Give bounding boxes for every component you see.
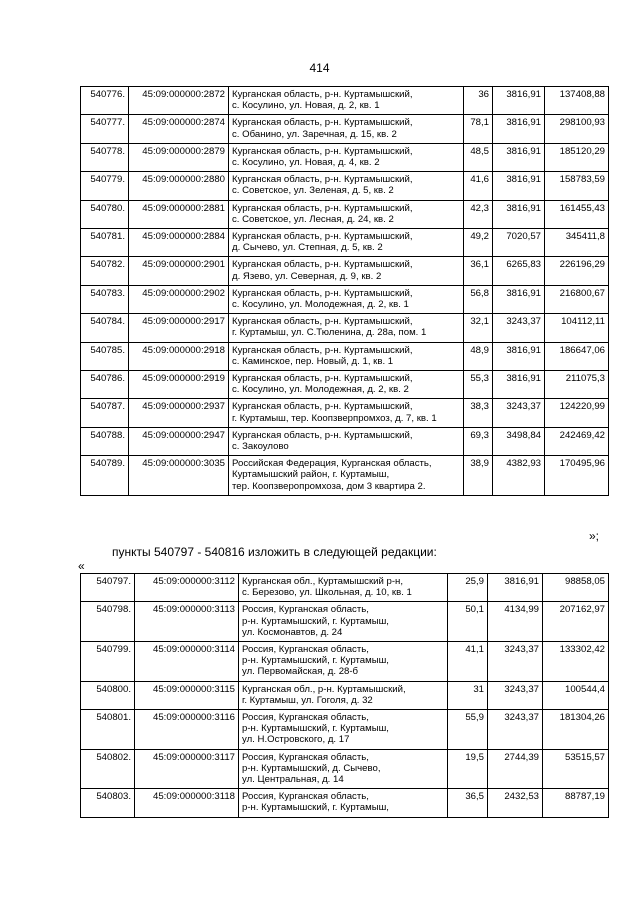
table-row (81, 749, 609, 789)
address-line: с. Косулино, ул. Новая, д. 4, кв. 2 (232, 157, 380, 169)
address-line: д. Сычево, ул. Степная, д. 5, кв. 2 (232, 242, 383, 254)
price-per-unit-cell: 3243,37 (493, 314, 545, 342)
address-line: с. Закоулово (232, 441, 289, 453)
table-row (81, 115, 609, 143)
total-value-cell: 100544,4 (543, 681, 609, 709)
address-cell (239, 574, 448, 602)
address-cell (229, 143, 464, 171)
table-row (81, 172, 609, 200)
area-cell: 55,3 (464, 371, 493, 399)
address-line: Россия, Курганская область, (242, 751, 369, 763)
row-number-cell: 540785. (81, 342, 129, 370)
area-cell: 38,3 (464, 399, 493, 427)
table-row (81, 285, 609, 313)
row-number-cell: 540777. (81, 115, 129, 143)
address-line: Курганская обл., Куртамышский р-н, (242, 576, 404, 587)
address-line: с. Косулино, ул. Молодежная, д. 2, кв. 1 (232, 299, 409, 311)
cadastral-number-cell: 45:09:000000:2919 (129, 371, 229, 399)
address-line: Курганская область, р-н. Куртамышский, (232, 401, 413, 413)
row-number-cell: 540782. (81, 257, 129, 285)
cadastral-number-cell: 45:09:000000:2880 (129, 172, 229, 200)
cadastral-number-cell: 45:09:000000:3116 (135, 710, 239, 750)
address-cell (229, 257, 464, 285)
total-value-cell: 345411,8 (545, 229, 609, 257)
cadastral-number-cell: 45:09:000000:3117 (135, 749, 239, 789)
table-row (81, 314, 609, 342)
area-cell: 19,5 (448, 749, 488, 789)
address-line: с. Березово, ул. Школьная, д. 10, кв. 1 (242, 587, 412, 599)
opening-quote-mark: « (78, 559, 85, 573)
row-number-cell: 540786. (81, 371, 129, 399)
area-cell: 38,9 (464, 456, 493, 496)
total-value-cell: 298100,93 (545, 115, 609, 143)
cadastral-number-cell: 45:09:000000:2901 (129, 257, 229, 285)
address-line: Курганская область, р-н. Куртамышский, (232, 259, 413, 271)
table-row (81, 143, 609, 171)
price-per-unit-cell: 3498,84 (493, 427, 545, 455)
address-line: Курганская область, р-н. Куртамышский, (232, 287, 413, 299)
table-row (81, 200, 609, 228)
address-line: ул. Н.Островского, д. 17 (242, 734, 350, 746)
address-line: Россия, Курганская область, (242, 604, 369, 616)
total-value-cell: 226196,29 (545, 257, 609, 285)
cadastral-number-cell: 45:09:000000:3112 (135, 574, 239, 602)
cadastral-number-cell: 45:09:000000:2881 (129, 200, 229, 228)
price-per-unit-cell: 3816,91 (493, 115, 545, 143)
row-number-cell: 540787. (81, 399, 129, 427)
price-per-unit-cell: 6265,83 (493, 257, 545, 285)
price-per-unit-cell: 4134,99 (488, 602, 543, 642)
address-line: с. Советское, ул. Зеленая, д. 5, кв. 2 (232, 185, 394, 197)
price-per-unit-cell: 3816,91 (493, 285, 545, 313)
address-cell (239, 749, 448, 789)
address-line: Курганская область, р-н. Куртамышский, (232, 202, 413, 214)
area-cell: 48,5 (464, 143, 493, 171)
row-number-cell: 540788. (81, 427, 129, 455)
area-cell: 36 (464, 87, 493, 115)
price-per-unit-cell: 3816,91 (493, 87, 545, 115)
table-row (81, 342, 609, 370)
cadastral-number-cell: 45:09:000000:2879 (129, 143, 229, 171)
cadastral-number-cell: 45:09:000000:3035 (129, 456, 229, 496)
cadastral-number-cell: 45:09:000000:2947 (129, 427, 229, 455)
address-line: с. Советское, ул. Лесная, д. 24, кв. 2 (232, 213, 394, 225)
row-number-cell: 540781. (81, 229, 129, 257)
total-value-cell: 216800,67 (545, 285, 609, 313)
address-line: тер. Коопзверопромхоза, дом 3 квартира 2. (232, 480, 426, 492)
price-per-unit-cell: 3816,91 (488, 574, 543, 602)
row-number-cell: 540800. (81, 681, 135, 709)
total-value-cell: 161455,43 (545, 200, 609, 228)
address-line: ул. Космонавтов, д. 24 (242, 626, 343, 638)
cadastral-number-cell: 45:09:000000:2937 (129, 399, 229, 427)
cadastral-number-cell: 45:09:000000:2918 (129, 342, 229, 370)
address-line: Куртамышский район, г. Куртамыш, (232, 469, 390, 481)
cadastral-number-cell: 45:09:000000:2872 (129, 87, 229, 115)
row-number-cell: 540802. (81, 749, 135, 789)
address-line: Россия, Курганская область, (242, 791, 369, 803)
table-row (81, 427, 609, 455)
area-cell: 55,9 (448, 710, 488, 750)
closing-quote-mark: »; (588, 529, 599, 543)
area-cell: 36,1 (464, 257, 493, 285)
row-number-cell: 540780. (81, 200, 129, 228)
address-cell (229, 456, 464, 496)
total-value-cell: 88787,19 (543, 789, 609, 817)
cadastral-number-cell: 45:09:000000:3114 (135, 642, 239, 682)
address-line: Курганская область, р-н. Куртамышский, (232, 316, 413, 328)
total-value-cell: 170495,96 (545, 456, 609, 496)
address-cell (239, 642, 448, 682)
address-line: с. Косулино, ул. Молодежная, д. 2, кв. 2 (232, 384, 409, 396)
price-per-unit-cell: 3243,37 (488, 681, 543, 709)
total-value-cell: 207162,97 (543, 602, 609, 642)
total-value-cell: 53515,57 (543, 749, 609, 789)
address-line: р-н. Куртамышский, г. Куртамыш, (242, 723, 389, 735)
total-value-cell: 98858,05 (543, 574, 609, 602)
price-per-unit-cell: 3243,37 (488, 710, 543, 750)
total-value-cell: 242469,42 (545, 427, 609, 455)
cadastral-number-cell: 45:09:000000:3115 (135, 681, 239, 709)
total-value-cell: 211075,3 (545, 371, 609, 399)
area-cell: 32,1 (464, 314, 493, 342)
table-row (81, 87, 609, 115)
total-value-cell: 185120,29 (545, 143, 609, 171)
area-cell: 56,8 (464, 285, 493, 313)
address-cell (229, 371, 464, 399)
address-cell (229, 172, 464, 200)
address-line: Курганская область, р-н. Куртамышский, (232, 344, 413, 356)
table-row (81, 602, 609, 642)
area-cell: 78,1 (464, 115, 493, 143)
table-row (81, 574, 609, 602)
area-cell: 31 (448, 681, 488, 709)
total-value-cell: 133302,42 (543, 642, 609, 682)
area-cell: 49,2 (464, 229, 493, 257)
row-number-cell: 540801. (81, 710, 135, 750)
table-row (81, 789, 609, 817)
table-row (81, 399, 609, 427)
area-cell: 69,3 (464, 427, 493, 455)
area-cell: 41,6 (464, 172, 493, 200)
address-line: Курганская область, р-н. Куртамышский, (232, 429, 413, 441)
address-cell (229, 115, 464, 143)
address-line: с. Каминское, пер. Новый, д. 1, кв. 1 (232, 355, 394, 367)
address-cell (229, 314, 464, 342)
address-cell (239, 710, 448, 750)
page-number: 414 (309, 61, 330, 75)
row-number-cell: 540776. (81, 87, 129, 115)
address-line: Курганская обл., р-н. Куртамышский, (242, 683, 406, 695)
price-per-unit-cell: 3816,91 (493, 371, 545, 399)
area-cell: 41,1 (448, 642, 488, 682)
table-row (81, 257, 609, 285)
address-line: р-н. Куртамышский, г. Куртамыш, (242, 615, 389, 627)
address-line: ул. Первомайская, д. 28-б (242, 666, 359, 678)
address-cell (239, 681, 448, 709)
address-line: г. Куртамыш, ул. С.Тюленина, д. 28а, пом. 1 (232, 327, 427, 339)
address-line: Курганская область, р-н. Куртамышский, (232, 89, 413, 100)
address-cell (229, 285, 464, 313)
table-row (81, 371, 609, 399)
row-number-cell: 540784. (81, 314, 129, 342)
price-per-unit-cell: 4382,93 (493, 456, 545, 496)
address-line: г. Куртамыш, ул. Гоголя, д. 32 (242, 694, 373, 706)
row-number-cell: 540798. (81, 602, 135, 642)
address-line: ул. Центральная, д. 14 (242, 774, 344, 786)
cadastral-number-cell: 45:09:000000:2902 (129, 285, 229, 313)
cadastral-number-cell: 45:09:000000:2884 (129, 229, 229, 257)
cadastral-number-cell: 45:09:000000:2917 (129, 314, 229, 342)
price-per-unit-cell: 3816,91 (493, 200, 545, 228)
total-value-cell: 181304,26 (543, 710, 609, 750)
area-cell: 25,9 (448, 574, 488, 602)
row-number-cell: 540803. (81, 789, 135, 817)
price-per-unit-cell: 7020,57 (493, 229, 545, 257)
price-per-unit-cell: 3243,37 (488, 642, 543, 682)
price-per-unit-cell: 3243,37 (493, 399, 545, 427)
address-line: Курганская область, р-н. Куртамышский, (232, 117, 413, 129)
address-line: Курганская область, р-н. Куртамышский, (232, 174, 413, 186)
address-line: г. Куртамыш, тер. Коопзверпромхоз, д. 7, кв. 1 (232, 412, 437, 424)
address-line: р-н. Куртамышский, д. Сычево, (242, 762, 381, 774)
address-line: Курганская область, р-н. Куртамышский, (232, 373, 413, 385)
address-line: Курганская область, р-н. Куртамышский, (232, 231, 413, 243)
address-line: с. Обанино, ул. Заречная, д. 15, кв. 2 (232, 128, 397, 140)
address-cell (229, 87, 464, 115)
address-line: р-н. Куртамышский, г. Куртамыш, (242, 802, 389, 814)
total-value-cell: 137408,88 (545, 87, 609, 115)
table-row (81, 681, 609, 709)
area-cell: 36,5 (448, 789, 488, 817)
address-cell (239, 789, 448, 817)
cadastral-number-cell: 45:09:000000:3118 (135, 789, 239, 817)
address-line: Российская Федерация, Курганская область, (232, 458, 432, 470)
total-value-cell: 186647,06 (545, 342, 609, 370)
address-cell (239, 602, 448, 642)
total-value-cell: 158783,59 (545, 172, 609, 200)
table-row (81, 456, 609, 496)
area-cell: 48,9 (464, 342, 493, 370)
row-number-cell: 540783. (81, 285, 129, 313)
row-number-cell: 540778. (81, 143, 129, 171)
property-table-bottom (80, 573, 609, 818)
property-table-top (80, 86, 609, 496)
address-line: д. Язево, ул. Северная, д. 9, кв. 2 (232, 270, 382, 282)
table-row (81, 710, 609, 750)
price-per-unit-cell: 3816,91 (493, 172, 545, 200)
row-number-cell: 540779. (81, 172, 129, 200)
address-line: Курганская область, р-н. Куртамышский, (232, 145, 413, 157)
table-row (81, 642, 609, 682)
amendment-intro-text: пункты 540797 - 540816 изложить в следующей редакции: (112, 545, 437, 559)
address-line: Россия, Курганская область, (242, 644, 369, 656)
address-line: Россия, Курганская область, (242, 712, 369, 724)
total-value-cell: 104112,11 (545, 314, 609, 342)
row-number-cell: 540789. (81, 456, 129, 496)
cadastral-number-cell: 45:09:000000:3113 (135, 602, 239, 642)
price-per-unit-cell: 3816,91 (493, 342, 545, 370)
row-number-cell: 540797. (81, 574, 135, 602)
address-cell (229, 399, 464, 427)
price-per-unit-cell: 3816,91 (493, 143, 545, 171)
address-line: с. Косулино, ул. Новая, д. 2, кв. 1 (232, 100, 380, 112)
table-row (81, 229, 609, 257)
area-cell: 50,1 (448, 602, 488, 642)
row-number-cell: 540799. (81, 642, 135, 682)
price-per-unit-cell: 2432,53 (488, 789, 543, 817)
cadastral-number-cell: 45:09:000000:2874 (129, 115, 229, 143)
total-value-cell: 124220,99 (545, 399, 609, 427)
price-per-unit-cell: 2744,39 (488, 749, 543, 789)
address-cell (229, 427, 464, 455)
address-cell (229, 229, 464, 257)
address-line: р-н. Куртамышский, г. Куртамыш, (242, 655, 389, 667)
address-cell (229, 200, 464, 228)
address-cell (229, 342, 464, 370)
area-cell: 42,3 (464, 200, 493, 228)
